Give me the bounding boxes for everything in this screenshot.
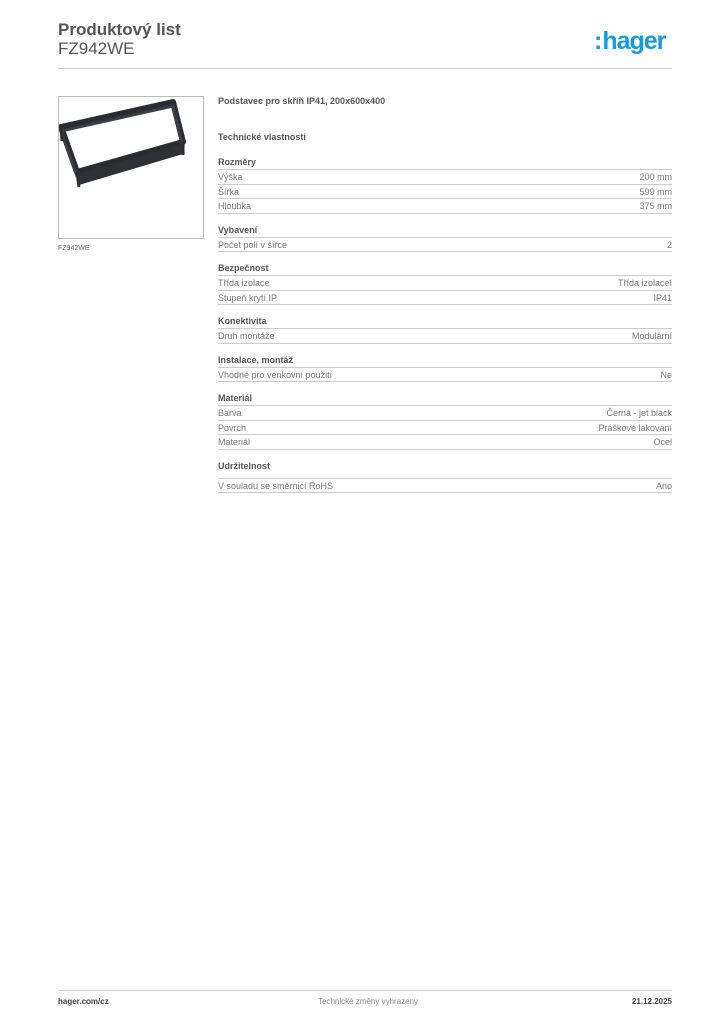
spec-label: Výška bbox=[218, 172, 243, 182]
spec-label: Stupeň krytí IP bbox=[218, 292, 278, 303]
spec-value: 599 mm bbox=[639, 186, 672, 197]
spec-row bbox=[218, 276, 672, 291]
section-heading: Bezpečnost bbox=[218, 262, 672, 276]
spec-value: 375 mm bbox=[639, 201, 672, 211]
spec-row bbox=[218, 238, 672, 253]
spec-row bbox=[218, 406, 672, 421]
spec-section bbox=[218, 392, 672, 450]
spec-row bbox=[218, 435, 672, 450]
product-title: Podstavec pro skříň IP41, 200x600x400 bbox=[218, 96, 386, 106]
spec-row bbox=[218, 479, 672, 494]
spec-row bbox=[218, 185, 672, 200]
spec-section bbox=[218, 156, 672, 214]
spec-label: Druh montáže bbox=[218, 331, 275, 341]
spec-row bbox=[218, 170, 672, 185]
spec-value: Ne bbox=[660, 369, 672, 380]
image-caption: FZ942WE bbox=[58, 245, 90, 252]
spec-label: Materiál bbox=[218, 437, 251, 447]
spec-value: Třída izolaceI bbox=[617, 278, 672, 288]
spec-section bbox=[218, 315, 672, 344]
spec-label: Počet polí v šířce bbox=[218, 239, 288, 250]
hager-logo: :hager bbox=[594, 27, 666, 55]
section-heading: Materiál bbox=[218, 392, 672, 406]
footer-note: Technické změny vyhrazeny bbox=[318, 997, 419, 1006]
section-heading: Konektivita bbox=[218, 315, 672, 329]
spec-label: V souladu se směrnicí RoHS bbox=[218, 480, 334, 491]
spec-label: Vhodné pro venkovní použití bbox=[218, 369, 333, 380]
spec-section bbox=[218, 354, 672, 383]
section-heading: Instalace, montáž bbox=[218, 354, 672, 368]
spec-value: Modulární bbox=[631, 331, 672, 341]
product-image bbox=[58, 96, 204, 239]
spec-value: Ocel bbox=[653, 437, 672, 447]
spec-section bbox=[218, 262, 672, 305]
footer-divider bbox=[58, 990, 672, 991]
section-heading: Vybavení bbox=[218, 224, 672, 238]
base-frame-icon bbox=[59, 97, 203, 238]
spec-label: Šířka bbox=[218, 186, 240, 197]
spec-label: Třída izolace bbox=[218, 278, 270, 288]
header-divider bbox=[58, 68, 672, 69]
spec-row bbox=[218, 329, 672, 344]
spec-panel bbox=[218, 96, 672, 493]
spec-row bbox=[218, 368, 672, 383]
spec-value: IP41 bbox=[653, 292, 672, 303]
section-heading: Udržitelnost bbox=[218, 460, 672, 479]
footer-website[interactable]: hager.com/cz bbox=[58, 997, 109, 1006]
section-heading: Rozměry bbox=[218, 156, 672, 170]
page-title: Produktový list bbox=[58, 20, 181, 39]
footer-date: 21.12.2025 bbox=[631, 997, 672, 1006]
spec-value: Práškové lakování bbox=[598, 422, 672, 433]
spec-value: Černá - jet black bbox=[606, 408, 672, 418]
spec-label: Povrch bbox=[218, 422, 247, 433]
spec-value: 200 mm bbox=[639, 172, 672, 182]
product-code: FZ942WE bbox=[58, 39, 135, 58]
spec-row bbox=[218, 199, 672, 214]
spec-value: 2 bbox=[666, 239, 672, 250]
spec-value: Ano bbox=[655, 480, 672, 491]
tech-heading: Technické vlastnosti bbox=[218, 132, 306, 142]
spec-label: Hloubka bbox=[218, 201, 252, 211]
spec-section bbox=[218, 224, 672, 253]
spec-row bbox=[218, 421, 672, 436]
spec-section bbox=[218, 460, 672, 494]
spec-label: Barva bbox=[218, 408, 242, 418]
spec-row bbox=[218, 291, 672, 306]
